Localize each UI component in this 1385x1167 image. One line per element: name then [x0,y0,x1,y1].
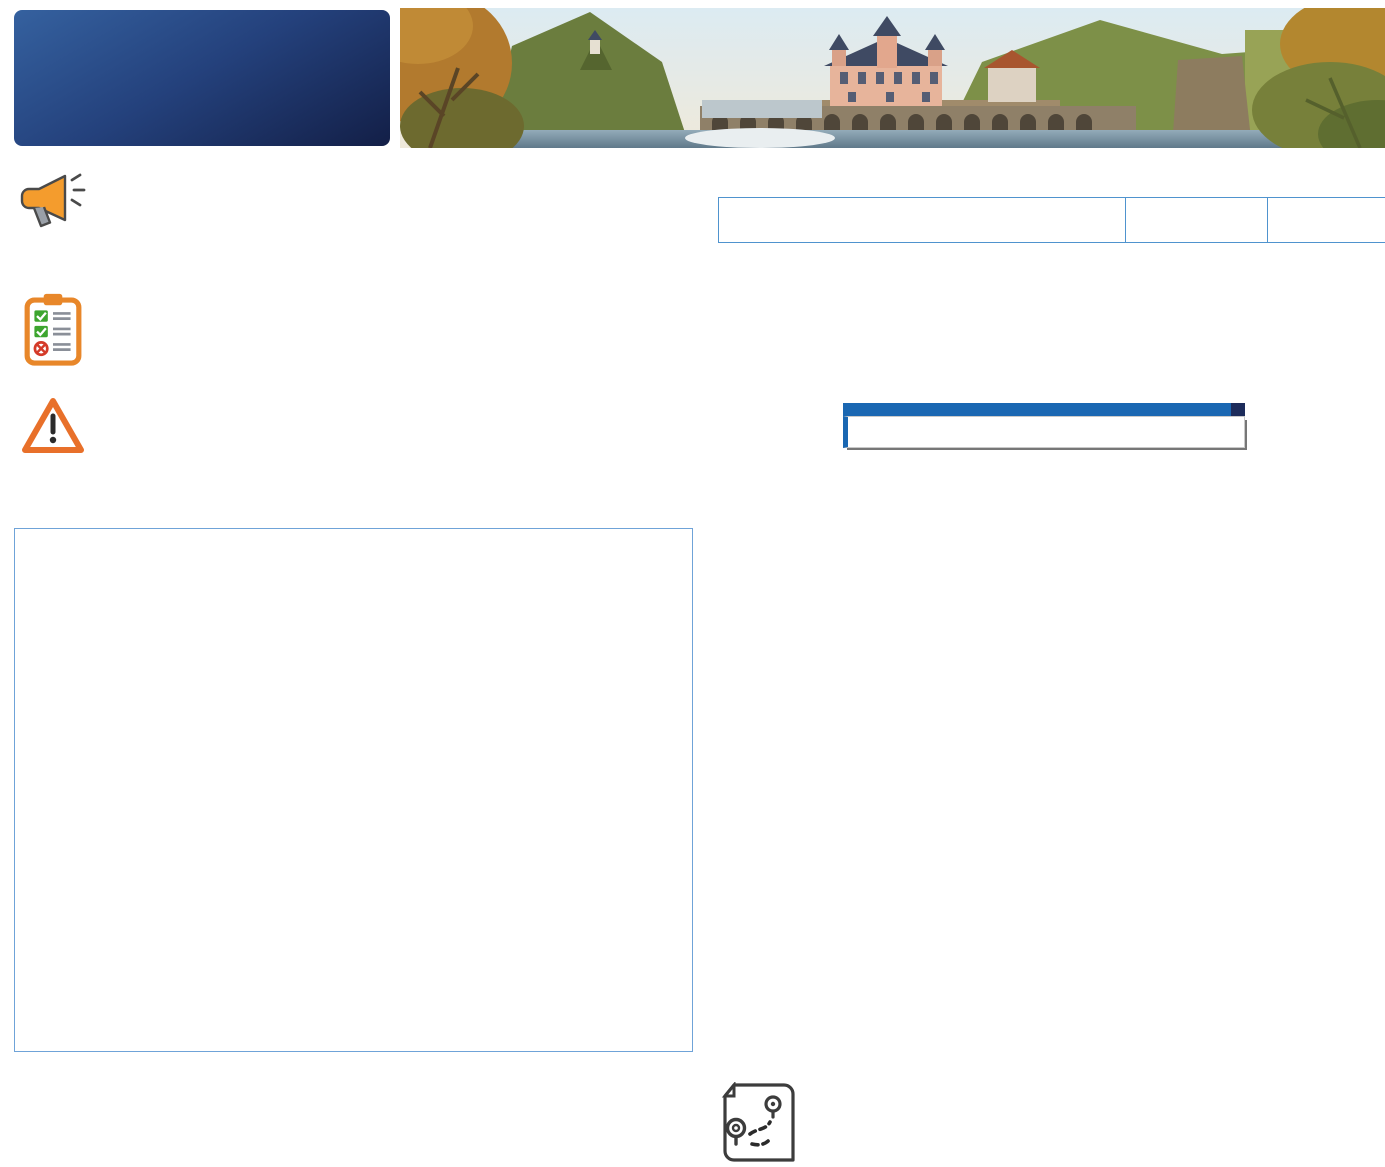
poster-header [843,403,1245,416]
roadmap-icon [716,1082,798,1167]
themes-grid [14,528,693,1052]
header-photo [400,8,1385,148]
vigilance-poster [843,403,1245,448]
dam-landscape-photo [400,8,1385,148]
col-hsm [1126,198,1268,243]
page-banner [14,10,390,146]
col-empty [719,198,1126,243]
precursors-table [718,197,1385,243]
poster-body [843,416,1245,448]
roadmap-section [716,1082,1380,1167]
checklist-icon [14,292,92,368]
poster-header-cap [1231,403,1245,416]
col-prestataire [1268,198,1385,243]
megaphone-icon [14,170,92,236]
signal-section [14,170,704,236]
poster-intro [858,429,1238,437]
question-section [14,292,704,368]
warning-triangle-icon [14,396,92,456]
accident-section [14,396,704,456]
access-problem-section [14,1072,704,1085]
precursors-header-row [719,198,1385,243]
